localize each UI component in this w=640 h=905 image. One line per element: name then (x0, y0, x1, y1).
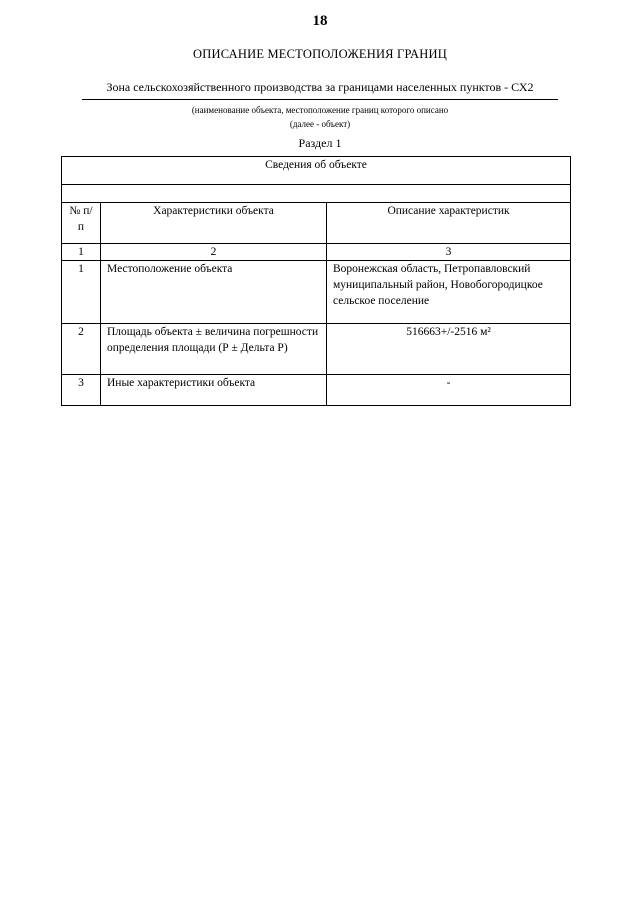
table-row (62, 261, 571, 324)
column-header-description: Описание характеристик (327, 203, 571, 244)
column-header-characteristic: Характеристики объекта (101, 203, 327, 244)
row-description: 516663+/-2516 м² (327, 324, 571, 375)
object-caption-line-2: (далее - объект) (289, 119, 351, 129)
page-number: 18 (312, 13, 328, 29)
object-info-table (61, 156, 571, 406)
row-characteristic: Местоположение объекта (101, 261, 327, 324)
row-number: 3 (62, 375, 101, 406)
object-name: Зона сельскохозяйственного производства за границами населенных пунктов - СХ2 (106, 80, 534, 94)
document-title: ОПИСАНИЕ МЕСТОПОЛОЖЕНИЯ ГРАНИЦ (193, 47, 447, 61)
column-header-number: № п/п (62, 203, 101, 244)
row-characteristic: Площадь объекта ± величина погрешности определения площади (Р ± Дельта Р) (101, 324, 327, 375)
row-description: Воронежская область, Петропавловский муниципальный район, Новобогородицкое сельское поселение (327, 261, 571, 324)
object-name-underline (82, 99, 558, 100)
row-number: 2 (62, 324, 101, 375)
table-row (62, 324, 571, 375)
table-header: Сведения об объекте (62, 157, 571, 185)
row-number: 1 (62, 261, 101, 324)
row-characteristic: Иные характеристики объекта (101, 375, 327, 406)
table-row (62, 375, 571, 406)
section-title: Раздел 1 (298, 136, 342, 150)
column-index-1: 1 (62, 244, 101, 261)
column-index-3: 3 (327, 244, 571, 261)
row-description: - (327, 375, 571, 406)
column-index-2: 2 (101, 244, 327, 261)
table-blank-row (62, 185, 571, 203)
object-caption-line-1: (наименование объекта, местоположение границ которого описано (191, 105, 449, 115)
